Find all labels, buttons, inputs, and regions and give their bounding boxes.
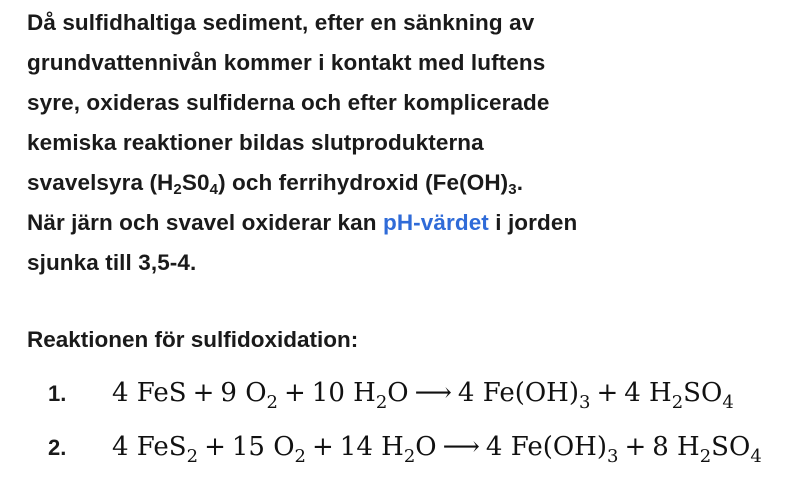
eq-subscript: 2 <box>266 392 278 413</box>
paragraph-line: syre, oxideras sulfiderna och efter komplicerade <box>27 90 550 115</box>
eq-term: SO <box>683 378 723 408</box>
chemical-equation <box>112 432 762 467</box>
eq-subscript: 2 <box>403 446 416 467</box>
eq-term: O <box>387 378 409 408</box>
eq-term: 14 H <box>339 432 404 462</box>
eq-subscript: 2 <box>294 446 306 467</box>
reaction-heading: Reaktionen för sulfidoxidation: <box>27 327 359 352</box>
paragraph-line: kemiska reaktioner bildas slutprodukterna <box>27 130 484 155</box>
eq-term: 4 H <box>624 378 672 408</box>
paragraph-text: svavelsyra (H <box>27 170 174 195</box>
eq-operator: + <box>624 432 647 462</box>
paragraph-line: grundvattennivån kommer i kontakt med luftens <box>27 50 546 75</box>
eq-subscript: 2 <box>375 392 388 413</box>
eq-term: 4 FeS <box>112 378 187 408</box>
eq-term: 15 O <box>231 432 295 462</box>
reaction-number: 1. <box>48 381 67 406</box>
eq-operator: + <box>596 378 619 408</box>
eq-subscript: 4 <box>750 446 762 467</box>
eq-operator: + <box>204 432 226 462</box>
eq-term: 4 Fe(OH) <box>457 378 579 408</box>
paragraph-line: sjunka till 3,5-4. <box>27 250 197 275</box>
eq-subscript: 3 <box>578 392 591 413</box>
chemical-equation <box>112 378 734 413</box>
eq-subscript: 2 <box>186 446 199 467</box>
paragraph-line: Då sulfidhaltiga sediment, efter en sänkning av <box>27 10 535 35</box>
subscript: 4 <box>209 181 219 198</box>
eq-subscript: 2 <box>671 392 684 413</box>
subscript: 3 <box>508 181 517 198</box>
paragraph-text: . <box>516 170 524 195</box>
eq-term: 10 H <box>311 378 376 408</box>
eq-term: 8 H <box>652 432 700 462</box>
paragraph-text: i jorden <box>488 210 578 235</box>
paragraph-text: När järn och svavel oxiderar kan <box>27 210 383 235</box>
reaction-arrow: ⟶ <box>442 432 480 462</box>
ph-value-link[interactable]: pH-värdet <box>382 210 489 235</box>
eq-operator: + <box>312 432 334 462</box>
reaction-list <box>27 378 760 486</box>
intro-paragraph <box>27 3 760 283</box>
paragraph-text: ) och ferrihydroxid (Fe(OH) <box>218 170 509 195</box>
eq-subscript: 3 <box>606 446 619 467</box>
eq-term: O <box>415 432 437 462</box>
eq-term: 9 O <box>220 378 267 408</box>
subscript: 2 <box>173 181 182 198</box>
eq-subscript: 2 <box>699 446 712 467</box>
reaction-number: 2. <box>48 435 67 460</box>
eq-term: SO <box>711 432 751 462</box>
eq-operator: + <box>192 378 215 408</box>
reaction-item <box>27 378 760 432</box>
eq-term: 4 Fe(OH) <box>485 432 607 462</box>
reaction-arrow: ⟶ <box>414 378 452 408</box>
eq-subscript: 4 <box>722 392 734 413</box>
reaction-item <box>27 432 760 486</box>
eq-operator: + <box>284 378 306 408</box>
eq-term: 4 FeS <box>112 432 187 462</box>
paragraph-text: S0 <box>181 170 210 195</box>
